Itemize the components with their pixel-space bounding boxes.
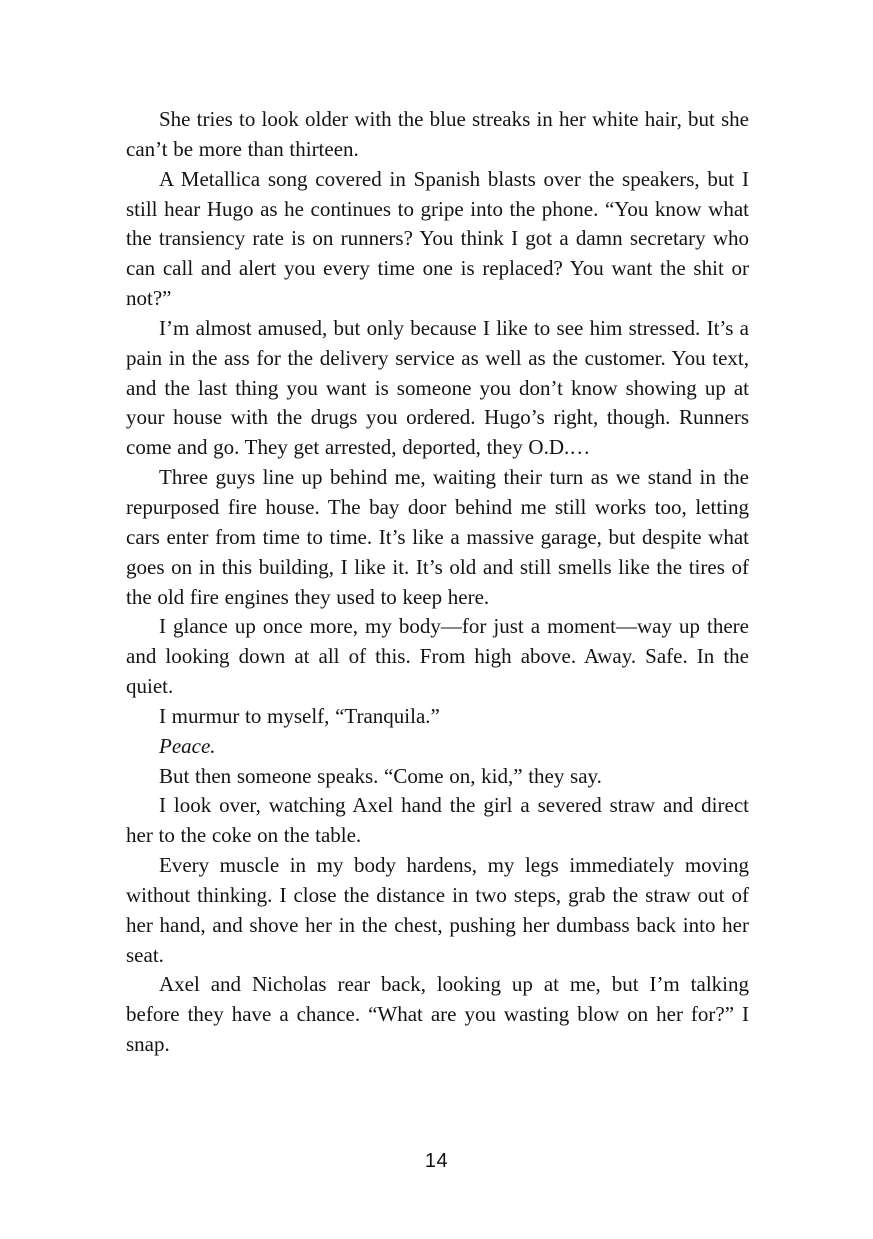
paragraph: Axel and Nicholas rear back, looking up at me, but I’m talking before they have a chance. “What are you wasting blow on her for?” I snap. xyxy=(126,972,749,1057)
paragraph: I look over, watching Axel hand the girl a severed straw and direct her to the coke on the table. xyxy=(126,793,749,848)
paragraph: I glance up once more, my body—for just a moment—way up there and looking down at all of this. From high above. Away. Safe. In the quiet. xyxy=(126,614,749,699)
paragraph: I murmur to myself, “Tranquila.” xyxy=(159,703,440,728)
paragraph: A Metallica song covered in Spanish blasts over the speakers, but I still hear Hugo as he continues to gripe into the phone. “You know what the transiency rate is on runners? You think I got a damn secretary who can call and alert you every time one is replaced? You want the shit or not?” xyxy=(126,166,749,311)
paragraph: Three guys line up behind me, waiting their turn as we stand in the repurposed fire house. The bay door behind me still works too, letting cars enter from time to time. It’s like a massive garage, but despite what goes on in this building, I like it. It’s old and still smells like the tires of the old fire engines they used to keep here. xyxy=(126,465,749,609)
paragraph: I’m almost amused, but only because I like to see him stressed. It’s a pain in the ass for the delivery service as well as the customer. You text, and the last thing you want is someone you don’t know showing up at your house with the drugs you ordered. Hugo’s right, though. Runners come and go. They get arrested, deported, they O.D.… xyxy=(126,315,749,460)
page-footer xyxy=(0,1150,873,1173)
page-number: 14 xyxy=(424,1150,449,1172)
page-text-block xyxy=(126,105,749,1060)
paragraph: She tries to look older with the blue streaks in her white hair, but she can’t be more than thirteen. xyxy=(126,107,749,161)
paragraph: Every muscle in my body hardens, my legs immediately moving without thinking. I close the distance in two steps, grab the straw out of her hand, and shove her in the chest, pushing her dumbass back into her seat. xyxy=(126,853,749,967)
paragraph: Peace. xyxy=(159,733,216,758)
paragraph: But then someone speaks. “Come on, kid,” they say. xyxy=(159,763,602,788)
